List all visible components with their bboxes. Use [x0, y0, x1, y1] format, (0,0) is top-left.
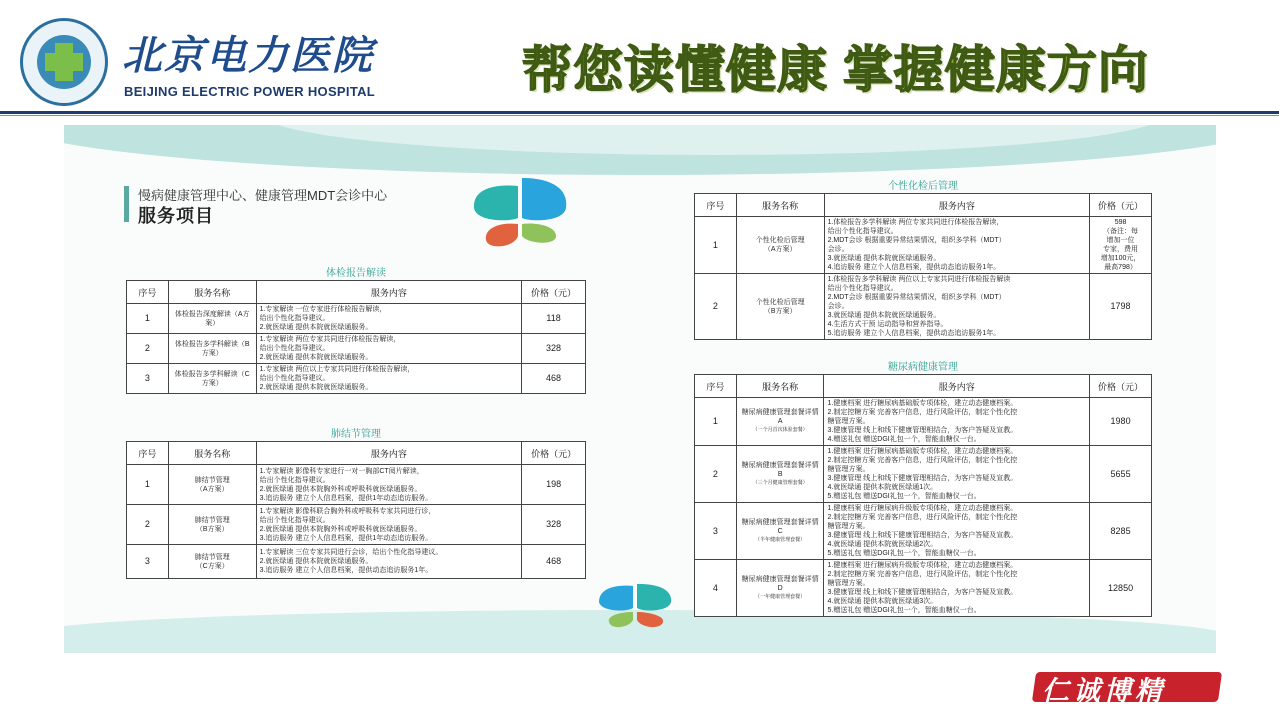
table-title-followup: 个性化检后管理 — [888, 181, 958, 192]
table-header-row — [127, 281, 586, 304]
header-name: 服务名称 — [168, 281, 256, 304]
hospital-logo-icon — [20, 18, 108, 106]
slogan: 帮您读懂健康 掌握健康方向 — [522, 42, 1149, 98]
table-row: 2 体检报告多学科解读（B方案） 1.专家解读 两位专家共同进行体检报告解读， 给出个性化指导建议。 2.就医绿通 提供本院就医绿通服务。 328 — [127, 334, 586, 364]
hospital-name-en: BEIJING ELECTRIC POWER HOSPITAL — [124, 84, 376, 99]
table-header-row: 序号 服务名称 服务内容 价格（元） — [695, 194, 1152, 217]
diabetes-table — [694, 374, 1152, 617]
table-title-diabetes: 糖尿病健康管理 — [888, 362, 958, 373]
header-no: 序号 — [127, 281, 169, 304]
table-title-report: 体检报告解读 — [326, 268, 386, 279]
table-row: 2 个性化检后管理 （B方案） 1.体检报告多学科解读 两位以上专家共同进行体检报告解读 给出个性化指导建议。 2.MDT会诊 根据重要异常结果情况，组织多学科（MDT） 会诊。 3.就医绿通 提供本院就医绿通服务。 4.生活方式干预 运动指导和营养指导。 5.追访服务 建立个人信息档案，提供动态追访服务1年。 1798 — [695, 274, 1152, 340]
butterfly-petal-icon — [595, 582, 677, 630]
table-header-row: 序号 服务名称 服务内容 价格（元） — [695, 375, 1152, 398]
table-row: 1 糖尿病健康管理套餐详情 A （一个月首次体验套餐） 1.健康档案 进行糖尿病基础版专项体检，建立动态健康档案。 2.制定控糖方案 完善客户信息，进行风险评估，制定个性化控 糖管理方案。 3.健康管理 线上和线下健康管理相结合，为客户答疑及宣教。 4.赠送礼包 赠送DGI礼包一个，智能血糖仪一台。 1980 — [695, 398, 1152, 446]
table-row: 3 肺结节管理 （C方案） 1.专家解读 三位专家共同进行会诊，给出个性化指导建议。 2.就医绿通 提供本院就医绿通服务。 3.追访服务 建立个人信息档案，提供动态追访服务1年。 468 — [127, 545, 586, 579]
motto-stamp — [1034, 666, 1230, 708]
lung-nodule-table — [126, 441, 586, 579]
table-header-row: 序号 服务名称 服务内容 价格（元） — [127, 442, 586, 465]
table-row: 3 糖尿病健康管理套餐详情 C （半年健康管理套餐） 1.健康档案 进行糖尿病升级版专项体检，建立动态健康档案。 2.制定控糖方案 完善客户信息，进行风险评估，制定个性化控 糖管理方案。 3.健康管理 线上和线下健康管理相结合，为客户答疑及宣教。 4.就医绿通 提供本院就医绿通2次。 5.赠送礼包 赠送DGI礼包一个，智能血糖仪一台。 8285 — [695, 503, 1152, 560]
hospital-name: 北京电力医院 — [122, 32, 374, 79]
table-row: 3 体检报告多学科解读（C方案） 1.专家解读 两位以上专家共同进行体检报告解读， 给出个性化指导建议。 2.就医绿通 提供本院就医绿通服务。 468 — [127, 364, 586, 394]
header-content: 服务内容 — [256, 281, 522, 304]
table-row: 1 个性化检后管理 （A方案） 1.体检报告多学科解读 两位专家共同进行体检报告解读， 给出个性化指导建议。 2.MDT会诊 根据重要异常结果情况，组织多学科（MDT） 会诊。 3.就医绿通 提供本院就医绿通服务。 4.追访服务 建立个人信息档案，提供动态追访服务1年。 598 （备注：每 增加一位 专家，费用 增加100元， 最高798） — [695, 217, 1152, 274]
table-row: 4 糖尿病健康管理套餐详情 D （一年健康管理套餐） 1.健康档案 进行糖尿病升级版专项体检，建立动态健康档案。 2.制定控糖方案 完善客户信息，进行风险评估，制定个性化控 糖管理方案。 3.健康管理 线上和线下健康管理相结合，为客户答疑及宣教。 4.就医绿通 提供本院就医绿通3次。 5.赠送礼包 赠送DGI礼包一个，智能血糖仪一台。 12850 — [695, 560, 1152, 617]
header-divider — [0, 111, 1279, 114]
header-price: 价格（元） — [522, 281, 586, 304]
center-title: 慢病健康管理中心、健康管理MDT会诊中心 — [138, 188, 388, 203]
table-row: 1 肺结节管理 （A方案） 1.专家解读 影像科专家进行一对一胸部CT阅片解读， 给出个性化指导建议。 2.就医绿通 提供本院胸外科或呼吸科就医绿通服务。 3.追访服务 建立个人信息档案，提供1年动态追访服务。 198 — [127, 465, 586, 505]
section-title: 服务项目 — [138, 206, 214, 226]
butterfly-petal-icon — [470, 178, 570, 250]
header-divider-thin — [0, 115, 1279, 116]
motto-text: 仁诚博精 — [1042, 676, 1166, 707]
report-table — [126, 280, 586, 394]
table-row: 1 体检报告深度解读（A方案） 1.专家解读 一位专家进行体检报告解读， 给出个性化指导建议。 2.就医绿通 提供本院就医绿通服务。 118 — [127, 304, 586, 334]
table-row: 2 糖尿病健康管理套餐详情 B （三个月健康管理套餐） 1.健康档案 进行糖尿病基础版专项体检，建立动态健康档案。 2.制定控糖方案 完善客户信息，进行风险评估，制定个性化控 糖管理方案。 3.健康管理 线上和线下健康管理相结合，为客户答疑及宣教。 4.就医绿通 提供本院就医绿通1次。 5.赠送礼包 赠送DGI礼包一个，智能血糖仪一台。 5655 — [695, 446, 1152, 503]
title-accent-bar — [124, 186, 129, 222]
table-title-lung: 肺结节管理 — [331, 429, 381, 440]
followup-table — [694, 193, 1152, 340]
table-row: 2 肺结节管理 （B方案） 1.专家解读 影像科联合胸外科或呼吸科专家共同进行诊， 给出个性化指导建议。 2.就医绿通 提供本院胸外科或呼吸科就医绿通服务。 3.追访服务 建立个人信息档案，提供1年动态追访服务。 328 — [127, 505, 586, 545]
